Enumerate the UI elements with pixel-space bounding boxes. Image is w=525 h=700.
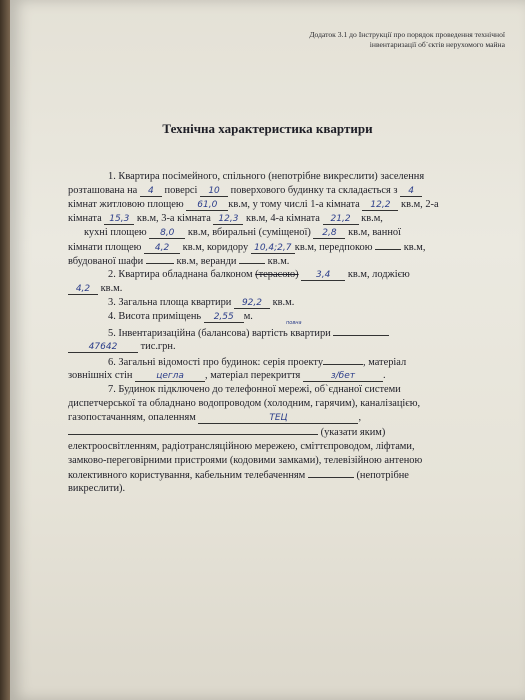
text: , матеріал перекриття: [205, 370, 301, 381]
text: кв.м, коридору: [182, 242, 249, 253]
full-value-note: повна: [286, 320, 302, 326]
text: (непотрібне: [356, 470, 409, 481]
annex-reference: [245, 30, 505, 50]
text: 4. Висота приміщень: [108, 311, 202, 322]
item5-line2: [68, 340, 176, 353]
text: кв.м, 3-а кімната: [136, 213, 211, 224]
veranda-blank: [239, 254, 265, 264]
text: м.: [243, 311, 253, 322]
heating-blank: [68, 425, 318, 435]
text: вбудованої шафи: [68, 256, 144, 267]
text: кв.м, веранди: [176, 256, 237, 267]
kitchen-value: 8,0: [149, 228, 185, 239]
annex-line-1: Додаток 3.1 до Інструкції про порядок проведення технічної: [309, 30, 505, 39]
text: кв.м, 2-а: [401, 199, 439, 210]
floors-material-value: з/бет: [303, 371, 383, 382]
text: зовнішніх стін: [68, 370, 133, 381]
walls-material-value: цегла: [135, 371, 205, 382]
item7-line5: замково-переговірними пристроями (кодовими замками), телевізійною антеною: [68, 455, 423, 466]
text: кв.м, передпокою: [294, 242, 373, 253]
item1-line1: 1. Квартира посімейного, спільного (непотрібне викреслити) заселення: [108, 171, 425, 182]
loggia-value: 4,2: [68, 284, 98, 295]
text: кв.м.: [100, 283, 123, 294]
text: тис.грн.: [140, 341, 176, 352]
text: кв.м, ванної: [348, 227, 401, 238]
text: розташована на: [68, 185, 138, 196]
text: 3. Загальна площа квартири: [108, 297, 232, 308]
heating-value: ТЕЦ: [198, 413, 358, 424]
item7-line6: [68, 468, 409, 482]
item3-line: [108, 296, 294, 309]
rooms-value: 4: [400, 186, 422, 197]
text: кв.м.: [267, 256, 290, 267]
project-series-blank: [323, 355, 363, 365]
text: кімнат житловою площею: [68, 199, 184, 210]
text: кв.м,: [403, 242, 426, 253]
item1-line4: [68, 212, 383, 225]
text: 6. Загальні відомості про будинок: серія проекту: [108, 357, 324, 368]
item2-line2: [68, 282, 122, 295]
wc-value: 2,8: [313, 228, 345, 239]
text: кухні площею: [84, 227, 147, 238]
text: кімнати площею: [68, 242, 142, 253]
living-area-value: 61,0: [186, 200, 228, 211]
total-area-value: 92,2: [234, 298, 270, 309]
item2-line1: [108, 268, 410, 281]
item6-line2: [68, 369, 386, 382]
text: кімната: [68, 213, 102, 224]
floor-value: 4: [140, 186, 162, 197]
storeys-value: 10: [200, 186, 228, 197]
room2-value: 15,3: [104, 214, 134, 225]
item7-line4: електроосвітленням, радіотрансляційною мережею, сміттєпроводом, ліфтами,: [68, 441, 415, 452]
text: ,: [358, 412, 362, 423]
height-value: 2,55: [204, 312, 244, 323]
text: газопостачанням, опаленням: [68, 412, 196, 423]
room1-value: 12,2: [362, 200, 398, 211]
inventory-value: 47642: [68, 342, 138, 353]
text: (указати яким): [320, 427, 386, 438]
text: кв.м, лоджією: [347, 269, 410, 280]
hall-blank: [375, 240, 401, 250]
text: кв.м,: [361, 213, 383, 224]
room3-value: 12,3: [213, 214, 243, 225]
text: кв.м, вбиральні (суміщеної): [187, 227, 311, 238]
item5-line1: [108, 326, 389, 340]
binding-shadow: [0, 0, 10, 700]
struck-text: (терасою): [255, 269, 299, 280]
text: 5. Інвентаризаційна (балансова) вартість квартири: [108, 328, 331, 339]
item1-line5: [84, 226, 401, 239]
text: колективного користування, кабельним телебаченням: [68, 470, 306, 481]
item1-line2: [68, 184, 422, 197]
balcony-value: 3,4: [301, 270, 345, 281]
corridor-value: 10,4;2,7: [251, 243, 295, 254]
item7-line2: диспетчерської та обладнано водопроводом (холодним, гарячим), каналізацією,: [68, 398, 421, 409]
text: 2. Квартира обладнана балконом: [108, 269, 253, 280]
text: .: [382, 370, 386, 381]
text: поверсі: [164, 185, 198, 196]
item7-line1: 7. Будинок підключено до телефонної мережі, об`єднаної системи: [108, 384, 401, 395]
document-title: Технічна характеристика квартири: [162, 121, 373, 136]
text: кв.м, 4-а кімната: [246, 213, 320, 224]
item6-line1: [108, 355, 508, 369]
room4-value: 21,2: [323, 214, 359, 225]
item1-line6: [68, 240, 425, 254]
closet-blank: [146, 254, 174, 264]
document-sheet: [10, 0, 525, 700]
text: поверхового будинку та складається з: [230, 185, 398, 196]
item7-note-line: [68, 425, 385, 439]
item4-line: [108, 310, 253, 323]
bath-value: 4,2: [144, 243, 180, 254]
text: кв.м, у тому числі 1-а кімната: [228, 199, 360, 210]
text: кв.м.: [272, 297, 295, 308]
annex-line-2: інвентаризації об`єктів нерухомого майна: [369, 40, 505, 49]
item1-line3: [68, 198, 439, 211]
cable-tv-blank: [308, 468, 354, 478]
item1-line7: [68, 254, 289, 268]
item7-line3: [68, 411, 361, 424]
value-blank: [333, 326, 389, 336]
text: , матеріал: [363, 357, 407, 368]
item7-line7: викреслити).: [68, 483, 126, 494]
